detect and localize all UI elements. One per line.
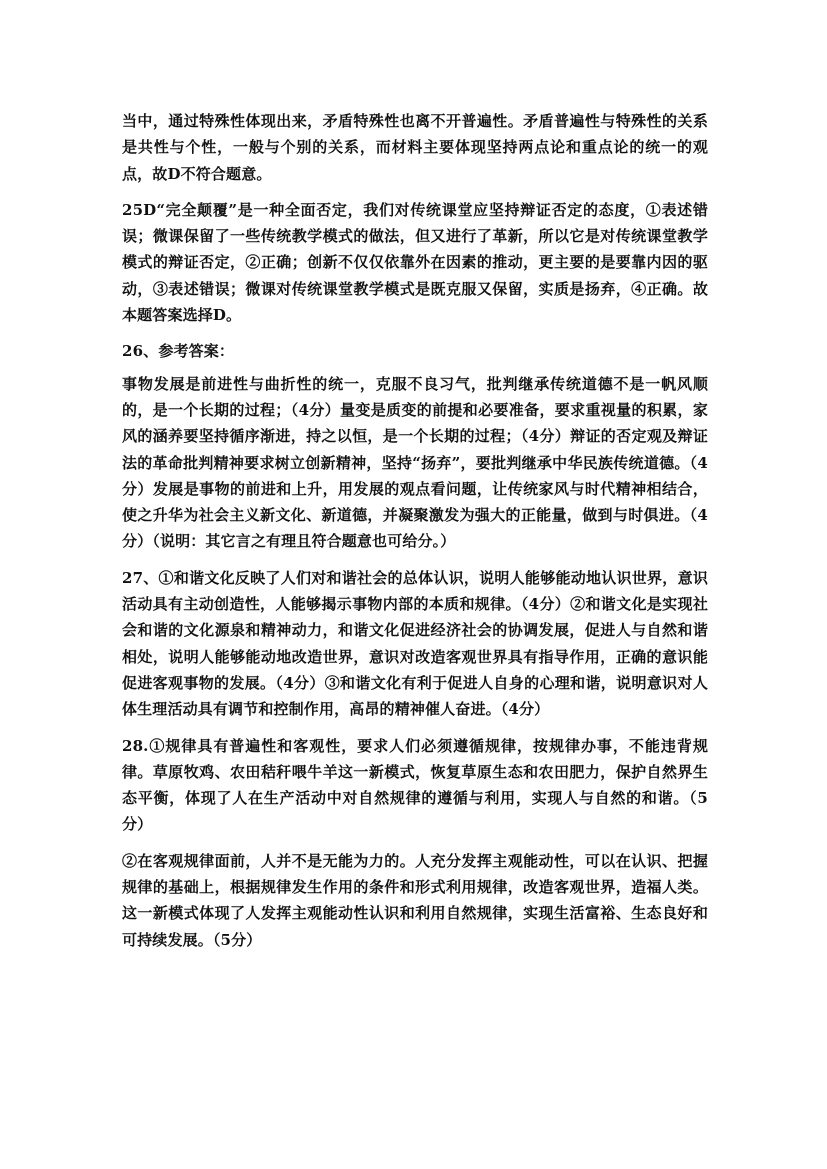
answer-paragraph-27: 27、①和谐文化反映了人们对和谐社会的总体认识，说明人能够能动地认识世界，意识活动具有主动创造性，人能够揭示事物内部的本质和规律。（4分）②和谐文化是实现社会和谐的文化源泉和精神动力，和谐文化促进经济社会的协调发展，促进人与自然和谐相处，说明人能够能动地改造世界，意识对改造客观世界具有指导作用，正确的意识能促进客观事物的发展。（4分）③和谐文化有利于促进人自身的心理和谐，说明意识对人体生理活动具有调节和控制作用，高昂的精神催人奋进。（4分）: [122, 568, 708, 719]
answer-heading-26: 26、参考答案：: [122, 342, 235, 361]
answer-paragraph-26: 事物发展是前进性与曲折性的统一，克服不良习气，批判继承传统道德不是一帆风顺的，是一个长期的过程；（4分）量变是质变的前提和必要准备，要求重视量的积累，家风的涵养要坚持循序渐进，持之以恒，是一个长期的过程；（4分）辩证的否定观及辩证法的革命批判精神要求树立创新精神，坚持“扬弃”，要批判继承中华民族传统道德。（4分）发展是事物的前进和上升，用发展的观点看问题，让传统家风与时代精神相结合，使之升华为社会主义新文化、新道德，并凝聚激发为强大的正能量，做到与时俱进。（4分）（说明：其它言之有理且符合题意也可给分。）: [122, 374, 708, 551]
answer-paragraph-28-part1: 28.①规律具有普遍性和客观性，要求人们必须遵循规律，按规律办事，不能违背规律。草原牧鸡、农田秸秆喂牛羊这一新模式，恢复草原生态和农田肥力，保护自然界生态平衡，体现了人在生产活动中对自然规律的遵循与利用，实现人与自然的和谐。（5分）: [122, 736, 708, 834]
answer-paragraph-25: 25D“完全颠覆”是一种全面否定，我们对传统课堂应坚持辩证否定的态度，①表述错误；微课保留了一些传统教学模式的做法，但又进行了革新，所以它是对传统课堂教学模式的辩证否定，②正确；创新不仅仅依靠外在因素的推动，更主要的是要靠内因的驱动，③表述错误；微课对传统课堂教学模式是既克服又保留，实质是扬弃，④正确。故本题答案选择D。: [122, 200, 708, 325]
document-page: [122, 108, 708, 963]
answer-paragraph-28-part2: ②在客观规律面前，人并不是无能为力的。人充分发挥主观能动性，可以在认识、把握规律的基础上，根据规律发生作用的条件和形式利用规律，改造客观世界，造福人类。这一新模式体现了人发挥主观能动性认识和利用自然规律，实现生活富裕、生态良好和可持续发展。（5分）: [122, 851, 708, 949]
answer-paragraph-24-continued: 当中，通过特殊性体现出来，矛盾特殊性也离不开普遍性。矛盾普遍性与特殊性的关系是共性与个性，一般与个别的关系，而材料主要体现坚持两点论和重点论的统一的观点，故D不符合题意。: [122, 112, 708, 183]
